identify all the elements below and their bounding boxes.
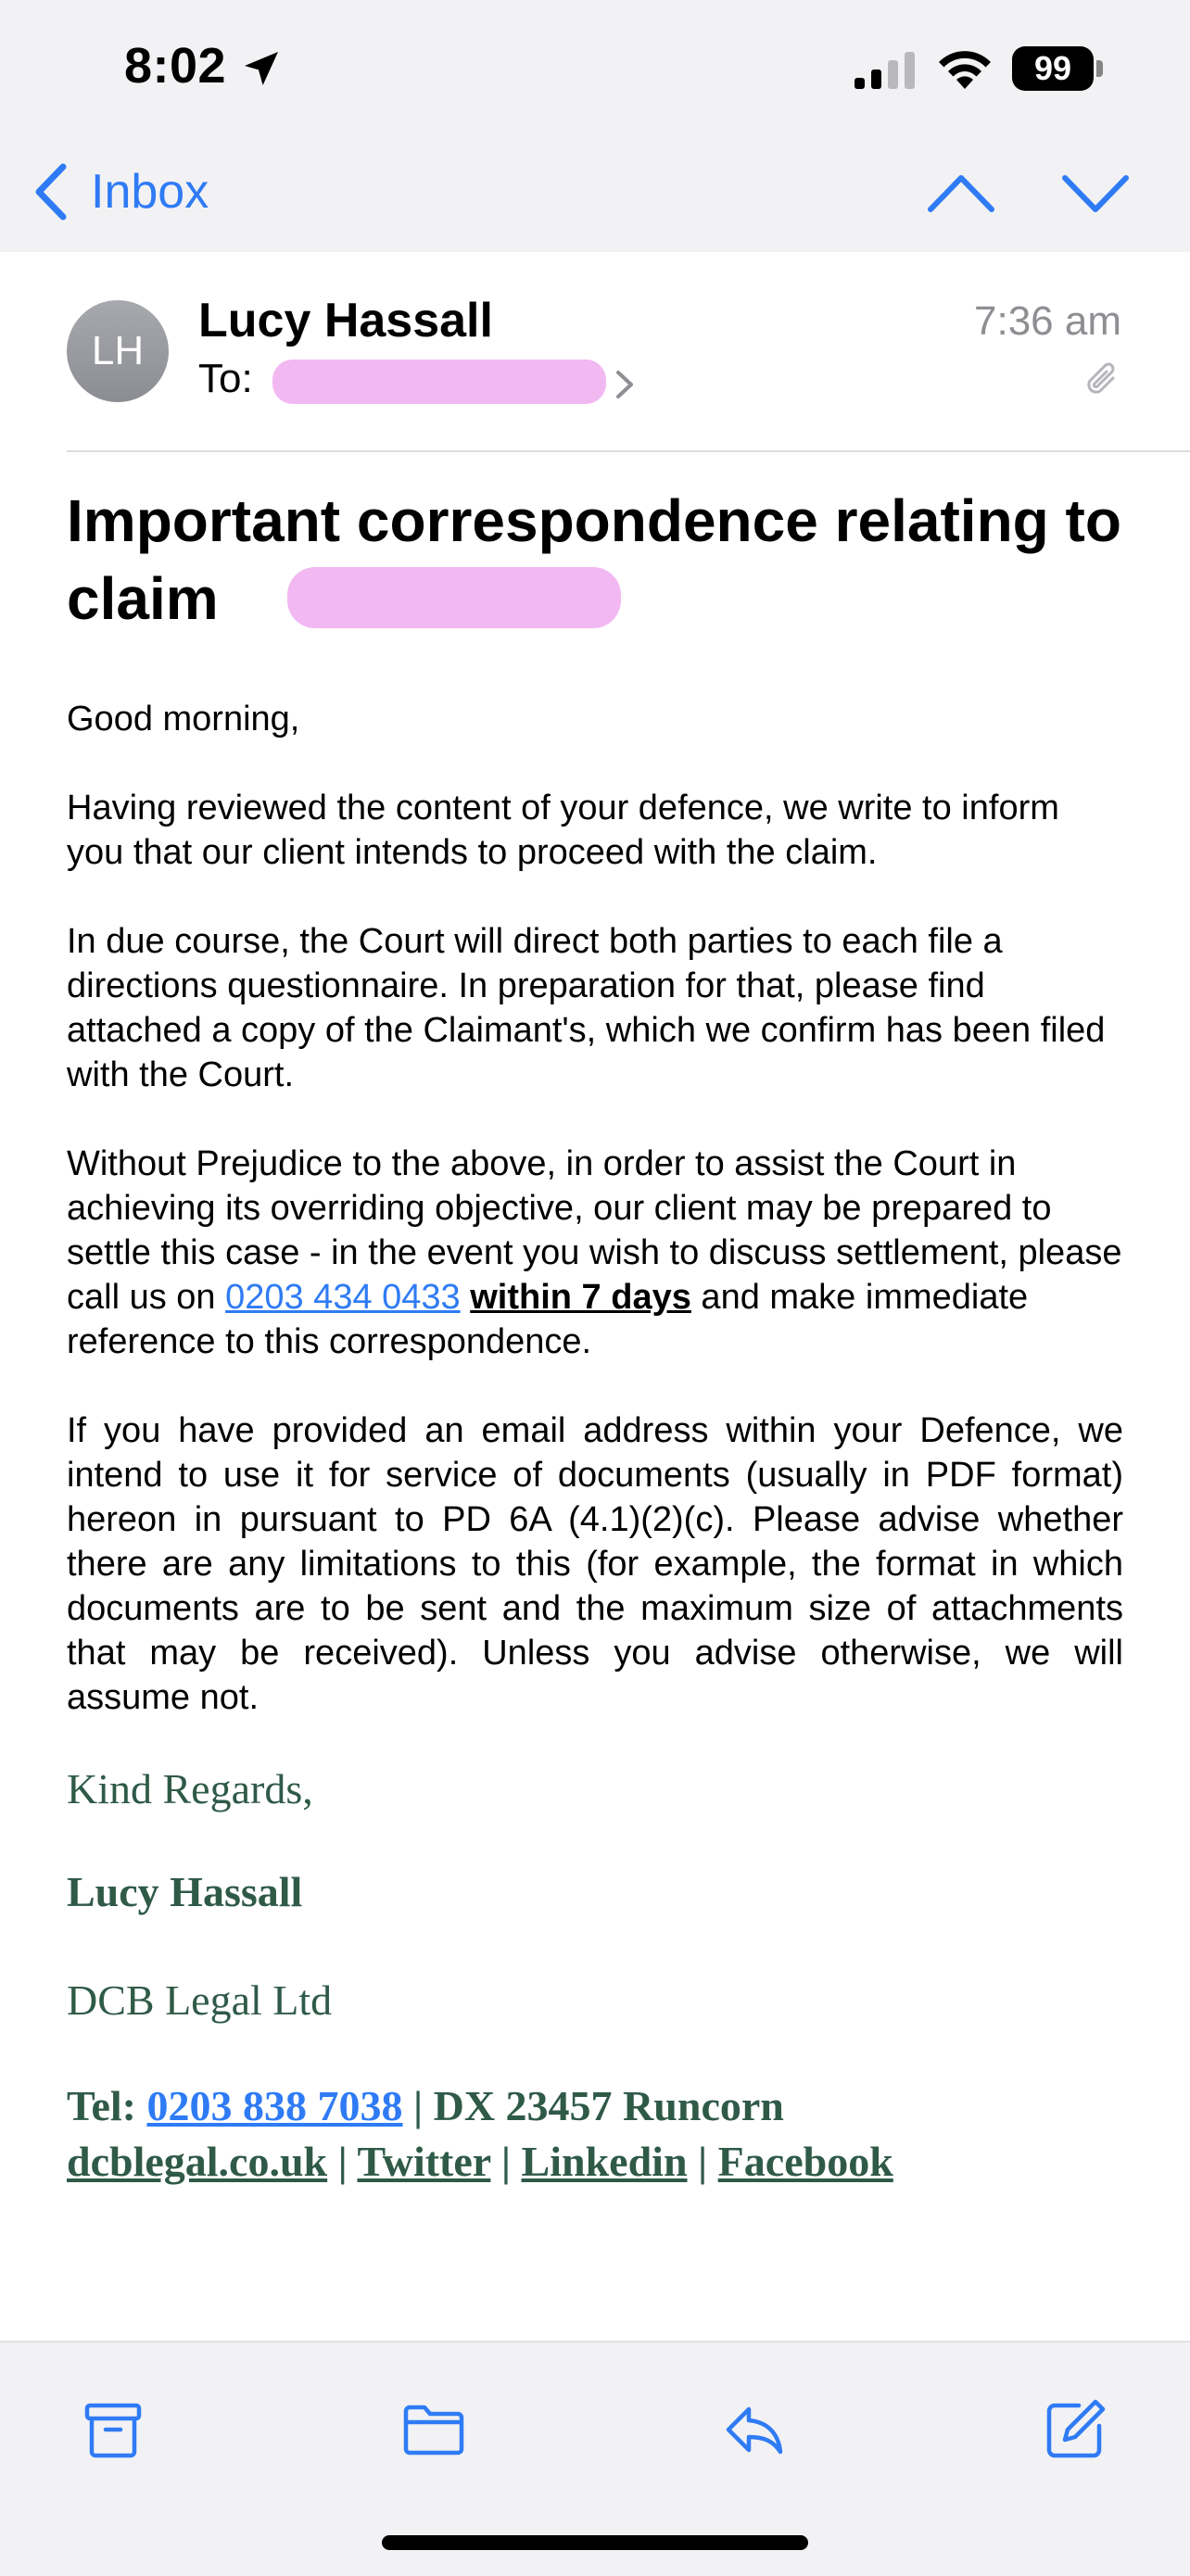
home-indicator[interactable] (382, 2535, 808, 2550)
message-header (0, 252, 1190, 452)
battery-level: 99 (1012, 46, 1094, 91)
dx-text: | DX 23457 Runcorn (402, 2082, 784, 2129)
chevron-right-icon (614, 369, 636, 400)
twitter-link[interactable]: Twitter (357, 2138, 491, 2185)
body-paragraph (67, 1142, 1123, 1364)
signature-phone-link[interactable]: 0203 838 7038 (146, 2082, 403, 2129)
back-to-inbox-button[interactable] (33, 159, 209, 224)
redaction-mark (272, 360, 606, 404)
compose-icon[interactable] (1042, 2396, 1108, 2463)
back-label: Inbox (91, 165, 209, 219)
next-message-button[interactable] (1061, 167, 1130, 221)
signature-name: Lucy Hassall (67, 1868, 303, 1915)
mail-nav-bar (0, 139, 1190, 252)
avatar[interactable]: LH (67, 300, 169, 402)
body-text: and make immediate reference to this correspondence. (67, 1278, 1029, 1361)
signature-company: DCB Legal Ltd (67, 1976, 333, 2024)
status-time: 8:02 (124, 38, 227, 94)
folder-icon[interactable] (400, 2396, 467, 2463)
body-text: Without Prejudice to the above, in order to assist the Court in achieving its overriding objective, our client may be prepared to settle this case - in the event you wish to discuss settlement, please call us on (67, 1144, 1122, 1317)
reply-icon[interactable] (721, 2396, 788, 2463)
cellular-signal-icon (855, 52, 918, 89)
separator: | (490, 2138, 522, 2185)
location-arrow-icon (239, 46, 284, 91)
sign-off: Kind Regards, (67, 1765, 313, 1812)
phone-link[interactable]: 0203 434 0433 (225, 1278, 461, 1317)
body-paragraph: Having reviewed the content of your defence, we write to inform you that our client intends to proceed with the claim. (67, 789, 1059, 872)
email-signature (67, 1764, 1133, 2190)
recipient-row[interactable] (198, 356, 643, 411)
message-subject: Important correspondence relating to claim (67, 487, 1121, 632)
redaction-mark (287, 567, 621, 628)
header-divider (67, 450, 1190, 452)
body-paragraph: In due course, the Court will direct both parties to each file a directions questionnaire. In preparation for that, please find attached a copy of the Claimant's, which we confirm has been filed with the Court. (67, 922, 1106, 1094)
battery-icon (1012, 46, 1103, 91)
website-link[interactable]: dcblegal.co.uk (67, 2138, 328, 2185)
chevron-left-icon (33, 163, 70, 221)
deadline-text: within 7 days (470, 1278, 691, 1317)
facebook-link[interactable]: Facebook (717, 2138, 893, 2185)
signature-contact-line (67, 2078, 1133, 2134)
signature-links-line (67, 2134, 1133, 2190)
archive-icon[interactable] (80, 2396, 146, 2463)
status-bar (0, 0, 1190, 139)
message-time: 7:36 am (974, 298, 1121, 344)
tel-label: Tel: (67, 2082, 147, 2129)
wifi-icon (936, 46, 994, 91)
sender-name[interactable]: Lucy Hassall (198, 294, 493, 347)
message-body (67, 697, 1123, 1764)
separator: | (327, 2138, 358, 2185)
linkedin-link[interactable]: Linkedin (521, 2138, 688, 2185)
to-label: To: (198, 356, 253, 401)
previous-message-button[interactable] (927, 167, 995, 221)
body-paragraph: If you have provided an email address within your Defence, we intend to use it for service of documents (usually in PDF format) hereon in pursuant to PD 6A (4.1)(2)(c). Please advise whether there are any limitations to this (for example, the format in which documents are to be sent and the maximum size of attachments that may be received). Unless you advise otherwise, we will assume not. (67, 1411, 1123, 1717)
separator: | (687, 2138, 718, 2185)
paperclip-icon (1084, 360, 1121, 400)
greeting: Good morning, (67, 700, 300, 739)
